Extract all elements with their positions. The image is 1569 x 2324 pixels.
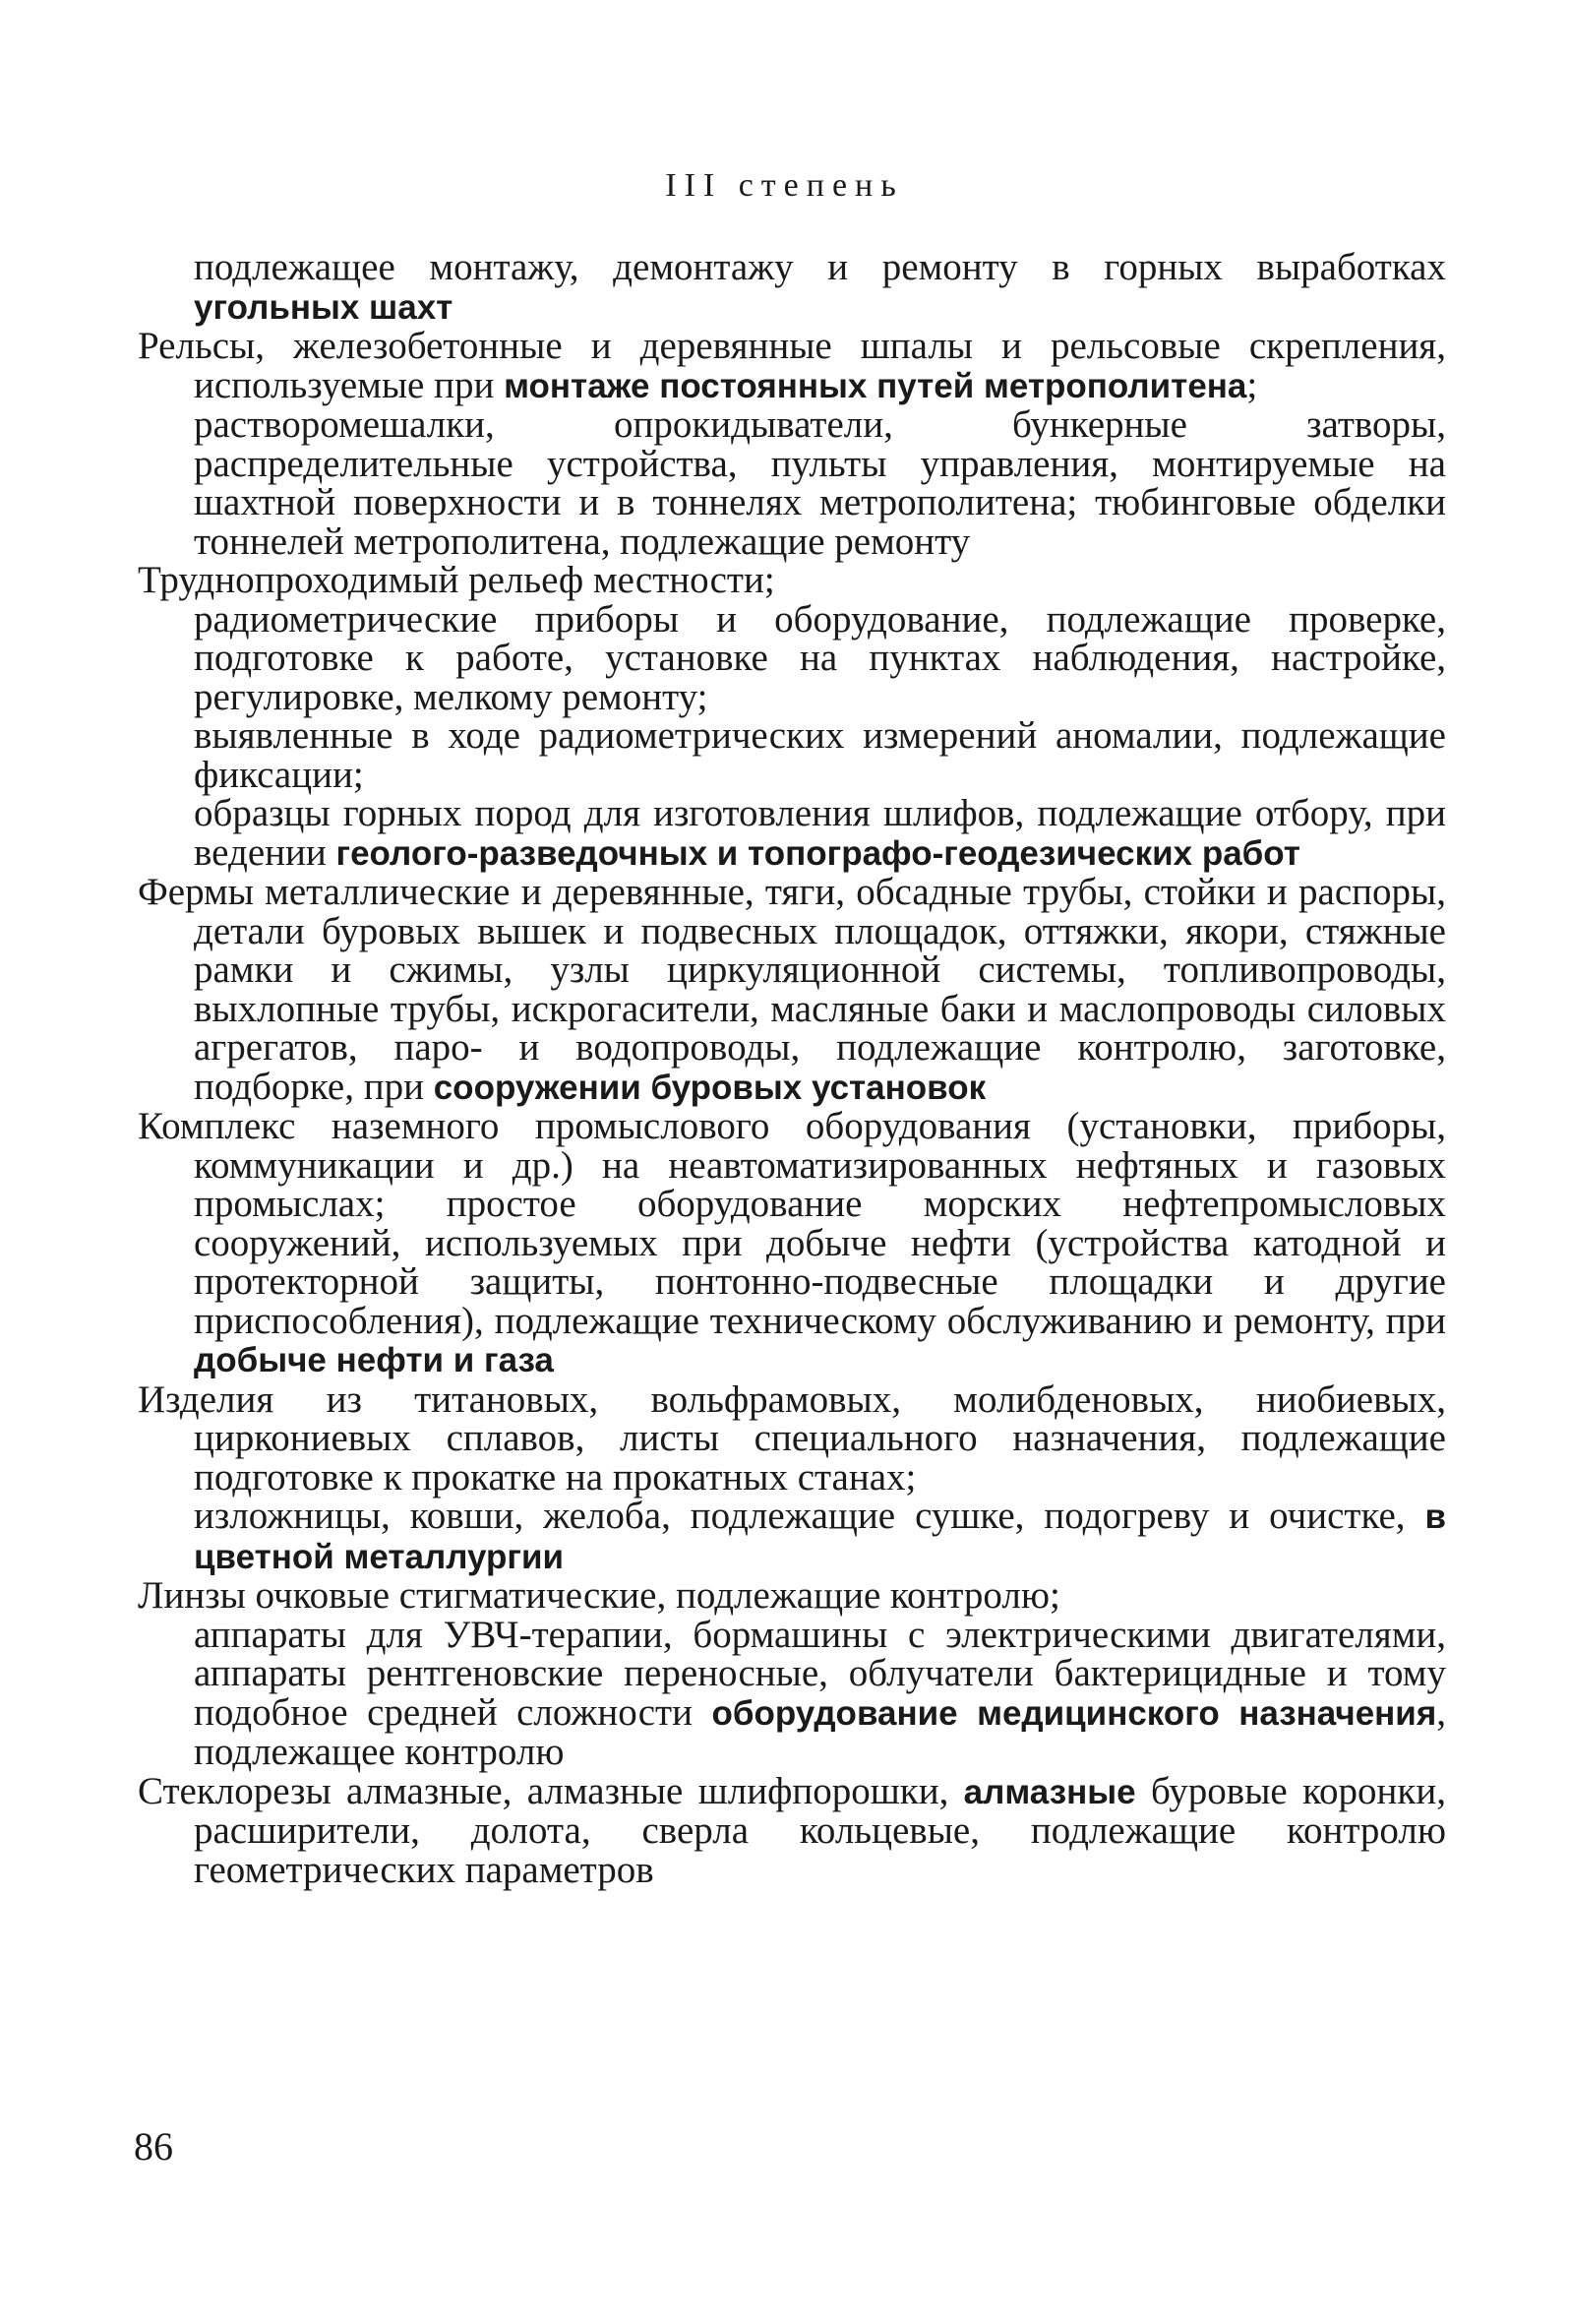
text-run: , подлежащее контролю [194,1690,1446,1773]
text-run: растворомешалки, опрокидыватели, бункерные затворы, распределительные устройства, пульты управления, монтируемые на шахтной поверхности и в тоннелях метрополитена; тюбинговые обделки тоннелей метрополитена, подлежащие ремонту [194,403,1446,563]
entry-paragraph [138,327,1446,405]
text-run: Рельсы, железобетонные и деревянные шпалы и рельсовые скрепления, используемые при [138,325,1446,406]
bold-term: геолого-разведочных и топографо-геодезических работ [335,833,1300,873]
bold-term: сооружении буровых установок [433,1068,987,1107]
text-run: подлежащее монтажу, демонтажу и ремонту в горных выработках [194,246,1446,288]
text-run: радиометрические приборы и оборудование, подлежащие проверке, подготовке к работе, установке на пунктах наблюдения, настройке, регулировке, мелкому ремонту; [194,597,1446,718]
bold-term: монтаже постоянных путей метрополитена [504,366,1247,405]
entry-paragraph [138,1769,1446,1891]
bold-term: в цветной металлургии [194,1498,1446,1576]
sub-paragraph [138,1497,1446,1576]
entry-paragraph [138,1377,1446,1498]
text-run: Изделия из титановых, вольфрамовых, молибденовых, ниобиевых, циркониевых сплавов, листы специального назначения, подлежащие подготовке к прокатке на прокатных станах; [138,1377,1446,1498]
text-run: буровые коронки, расширители, долота, сверла кольцевые, подлежащие контролю геометрических параметров [194,1769,1446,1891]
sub-paragraph [138,405,1446,561]
text-run: Фермы металлические и деревянные, тяги, обсадные трубы, стойки и распоры, детали буровых вышек и подвесных площадок, оттяжки, якори, стяжные рамки и сжимы, узлы циркуляционной системы, топливопроводы, выхлопные трубы, искрогасители, масляные баки и маслопроводы силовых агрегатов, паро- и водопроводы, подлежащие контролю, заготовке, подборке, при [138,871,1446,1108]
text-run: выявленные в ходе радиометрических измерений аномалии, подлежащие фиксации; [194,714,1446,796]
bold-term: алмазные [963,1772,1136,1811]
entry-paragraph [138,873,1446,1107]
text-run: Линзы очковые стигматические, подлежащие контролю; [138,1574,1060,1617]
entry-paragraph [138,1107,1446,1380]
text-run: Труднопроходимый рельеф местности; [138,559,775,601]
sub-paragraph [138,597,1446,718]
sub-paragraph [138,716,1446,794]
text-run: образцы горных пород для изготовления шлифов, подлежащие отбору, при ведении [194,792,1446,874]
bold-term: добыче нефти и газа [194,1341,554,1379]
text-run: Комплекс наземного промыслового оборудования (установки, приборы, коммуникации и др.) на неавтоматизированных нефтяных и газовых промыслах; простое оборудование морских нефтепромысловых сооружений, используемых при добыче нефти (устройства катодной и протекторной защиты, понтонно-подвесные площадки и другие приспособления), подлежащие техническому обслуживанию и ремонту, при [138,1105,1446,1342]
text-run: изложницы, ковши, желоба, подлежащие сушке, подогреву и очистке, [194,1495,1425,1537]
body-text [138,248,1446,1889]
bold-term: угольных шахт [194,287,453,327]
sub-paragraph [138,794,1446,873]
sub-paragraph [138,248,1446,327]
entry-paragraph [138,561,1446,600]
text-run: ; [1246,363,1258,406]
page-number: 86 [134,2124,173,2169]
running-header: III степень [665,167,904,204]
entry-paragraph [138,1576,1446,1616]
text-run: Стеклорезы алмазные, алмазные шлифпорошки, [138,1769,964,1812]
text-run: аппараты для УВЧ-терапии, бормашины с электрическими двигателями, аппараты рентгеновские переносные, облучатели бактерицидные и тому подобное средней сложности [194,1613,1446,1734]
bold-term: оборудование медицинского назначения [711,1693,1437,1733]
sub-paragraph [138,1613,1446,1773]
